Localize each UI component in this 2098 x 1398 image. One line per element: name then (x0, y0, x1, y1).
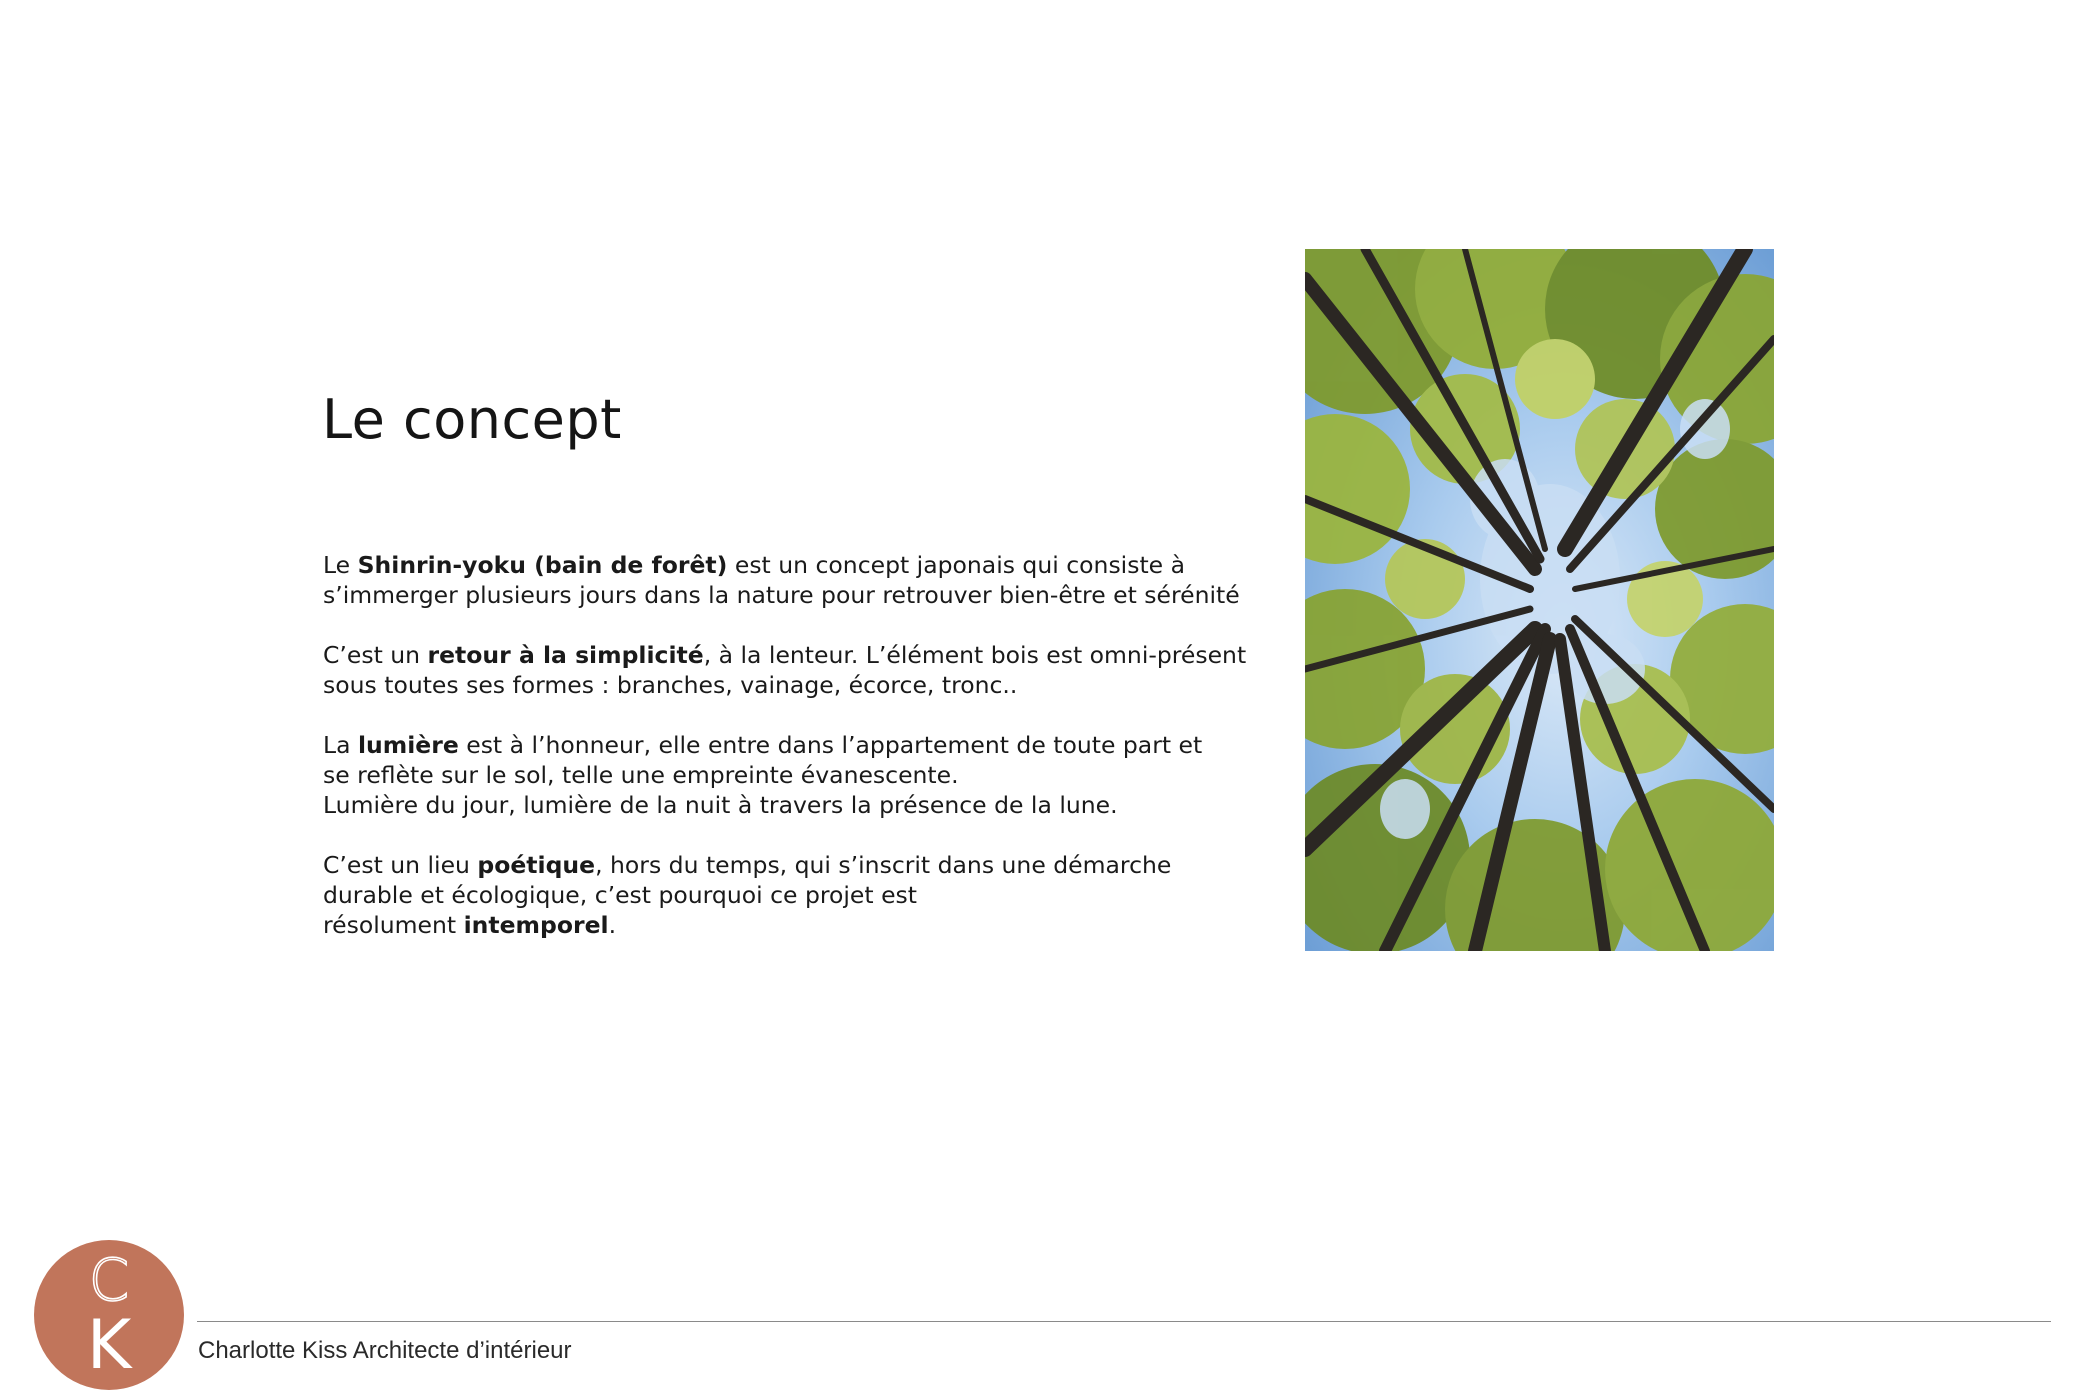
body-text: sous toutes ses formes : branches, vainage, écorce, tronc.. (323, 671, 1018, 699)
logo-letter-k: K (86, 1306, 132, 1385)
body-text: est un concept japonais qui consiste à (727, 551, 1185, 579)
body-text: , à la lenteur. L’élément bois est omni-présent (703, 641, 1247, 669)
emphasis-text: intemporel (463, 911, 609, 939)
body-text: Lumière du jour, lumière de la nuit à travers la présence de la lune. (323, 791, 1118, 819)
body-text: résolument (323, 911, 464, 939)
paragraph-line (323, 760, 1223, 790)
forest-canopy-photo (1305, 249, 1774, 951)
footer-caption: Charlotte Kiss Architecte d’intérieur (198, 1337, 572, 1364)
body-text: C’est un lieu (323, 851, 478, 879)
emphasis-text: lumière (357, 731, 459, 759)
ck-logo (34, 1240, 184, 1390)
body-text: s’immerger plusieurs jours dans la nature pour retrouver bien-être et sérénité (323, 581, 1240, 609)
footer-divider (197, 1321, 2051, 1322)
body-text: . (608, 911, 617, 939)
ck-monogram-icon (34, 1240, 184, 1390)
paragraph-line (323, 670, 1223, 700)
paragraph-line (323, 850, 1223, 880)
paragraph-line (323, 580, 1240, 610)
body-text: Le (323, 551, 358, 579)
paragraph-line (323, 640, 1247, 670)
body-text: , hors du temps, qui s’inscrit dans une démarche (595, 851, 1172, 879)
paragraph-line (323, 910, 1223, 940)
concept-paragraph (323, 850, 1223, 940)
body-text: durable et écologique, c’est pourquoi ce projet est (323, 881, 917, 909)
concept-description (323, 550, 1247, 940)
paragraph-line (323, 730, 1223, 760)
body-text: La (323, 731, 358, 759)
emphasis-text: retour à la simplicité (427, 641, 704, 669)
slide-title: Le concept (322, 388, 622, 451)
body-text: C’est un (323, 641, 428, 669)
logo-letter-c: C (88, 1246, 130, 1314)
paragraph-line (323, 880, 1223, 910)
forest-canopy-illustration (1305, 249, 1774, 951)
body-text: est à l’honneur, elle entre dans l’appartement de toute part et (458, 731, 1203, 759)
concept-paragraph (323, 640, 1247, 700)
paragraph-line (323, 790, 1223, 820)
paragraph-line (323, 550, 1223, 580)
body-text: se reflète sur le sol, telle une empreinte évanescente. (323, 761, 959, 789)
emphasis-text: Shinrin-yoku (bain de forêt) (357, 551, 728, 579)
emphasis-text: poétique (477, 851, 596, 879)
concept-paragraph (323, 730, 1223, 820)
concept-paragraph (323, 550, 1240, 610)
